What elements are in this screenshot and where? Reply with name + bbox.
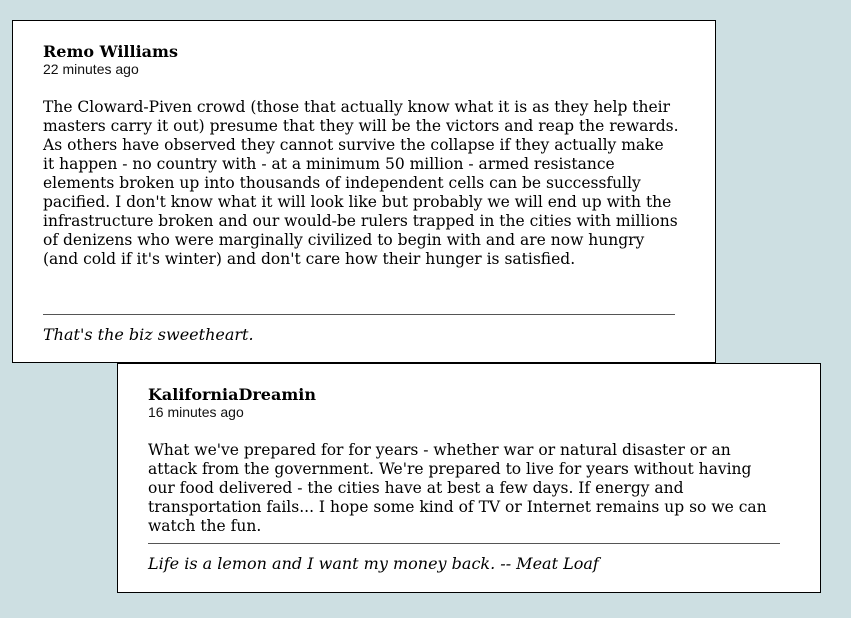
comment-timestamp[interactable]: 16 minutes ago (148, 404, 244, 420)
comment-card (12, 20, 716, 363)
comment-signature: Life is a lemon and I want my money back. -- Meat Loaf (148, 554, 599, 573)
comment-author[interactable]: KaliforniaDreamin (148, 385, 316, 404)
comment-card (117, 363, 821, 593)
comment-body: The Cloward-Piven crowd (those that actually know what it is as they help their masters carry it out) presume that they will be the victors and reap the rewards. As others have observed they cannot survive the collapse if they actually make it happen - no country with - at a minimum 50 million - armed resistance elements broken up into thousands of independent cells can be successfully pacified. I don't know what it will look like but probably we will end up with the infrastructure broken and our would-be rulers trapped in the cities with millions of denizens who were marginally civilized to begin with and are now hungry (and cold if it's winter) and don't care how their hunger is satisfied. (43, 98, 679, 268)
comment-author[interactable]: Remo Williams (43, 42, 178, 61)
comment-signature: That's the biz sweetheart. (43, 325, 254, 344)
signature-divider (43, 314, 675, 315)
signature-divider (148, 543, 780, 544)
comment-body: What we've prepared for for years - whether war or natural disaster or an attack from the government. We're prepared to live for years without having our food delivered - the cities have at best a few days. If energy and transportation fails... I hope some kind of TV or Internet remains up so we can watch the fun. (148, 441, 767, 535)
comment-timestamp[interactable]: 22 minutes ago (43, 61, 139, 77)
